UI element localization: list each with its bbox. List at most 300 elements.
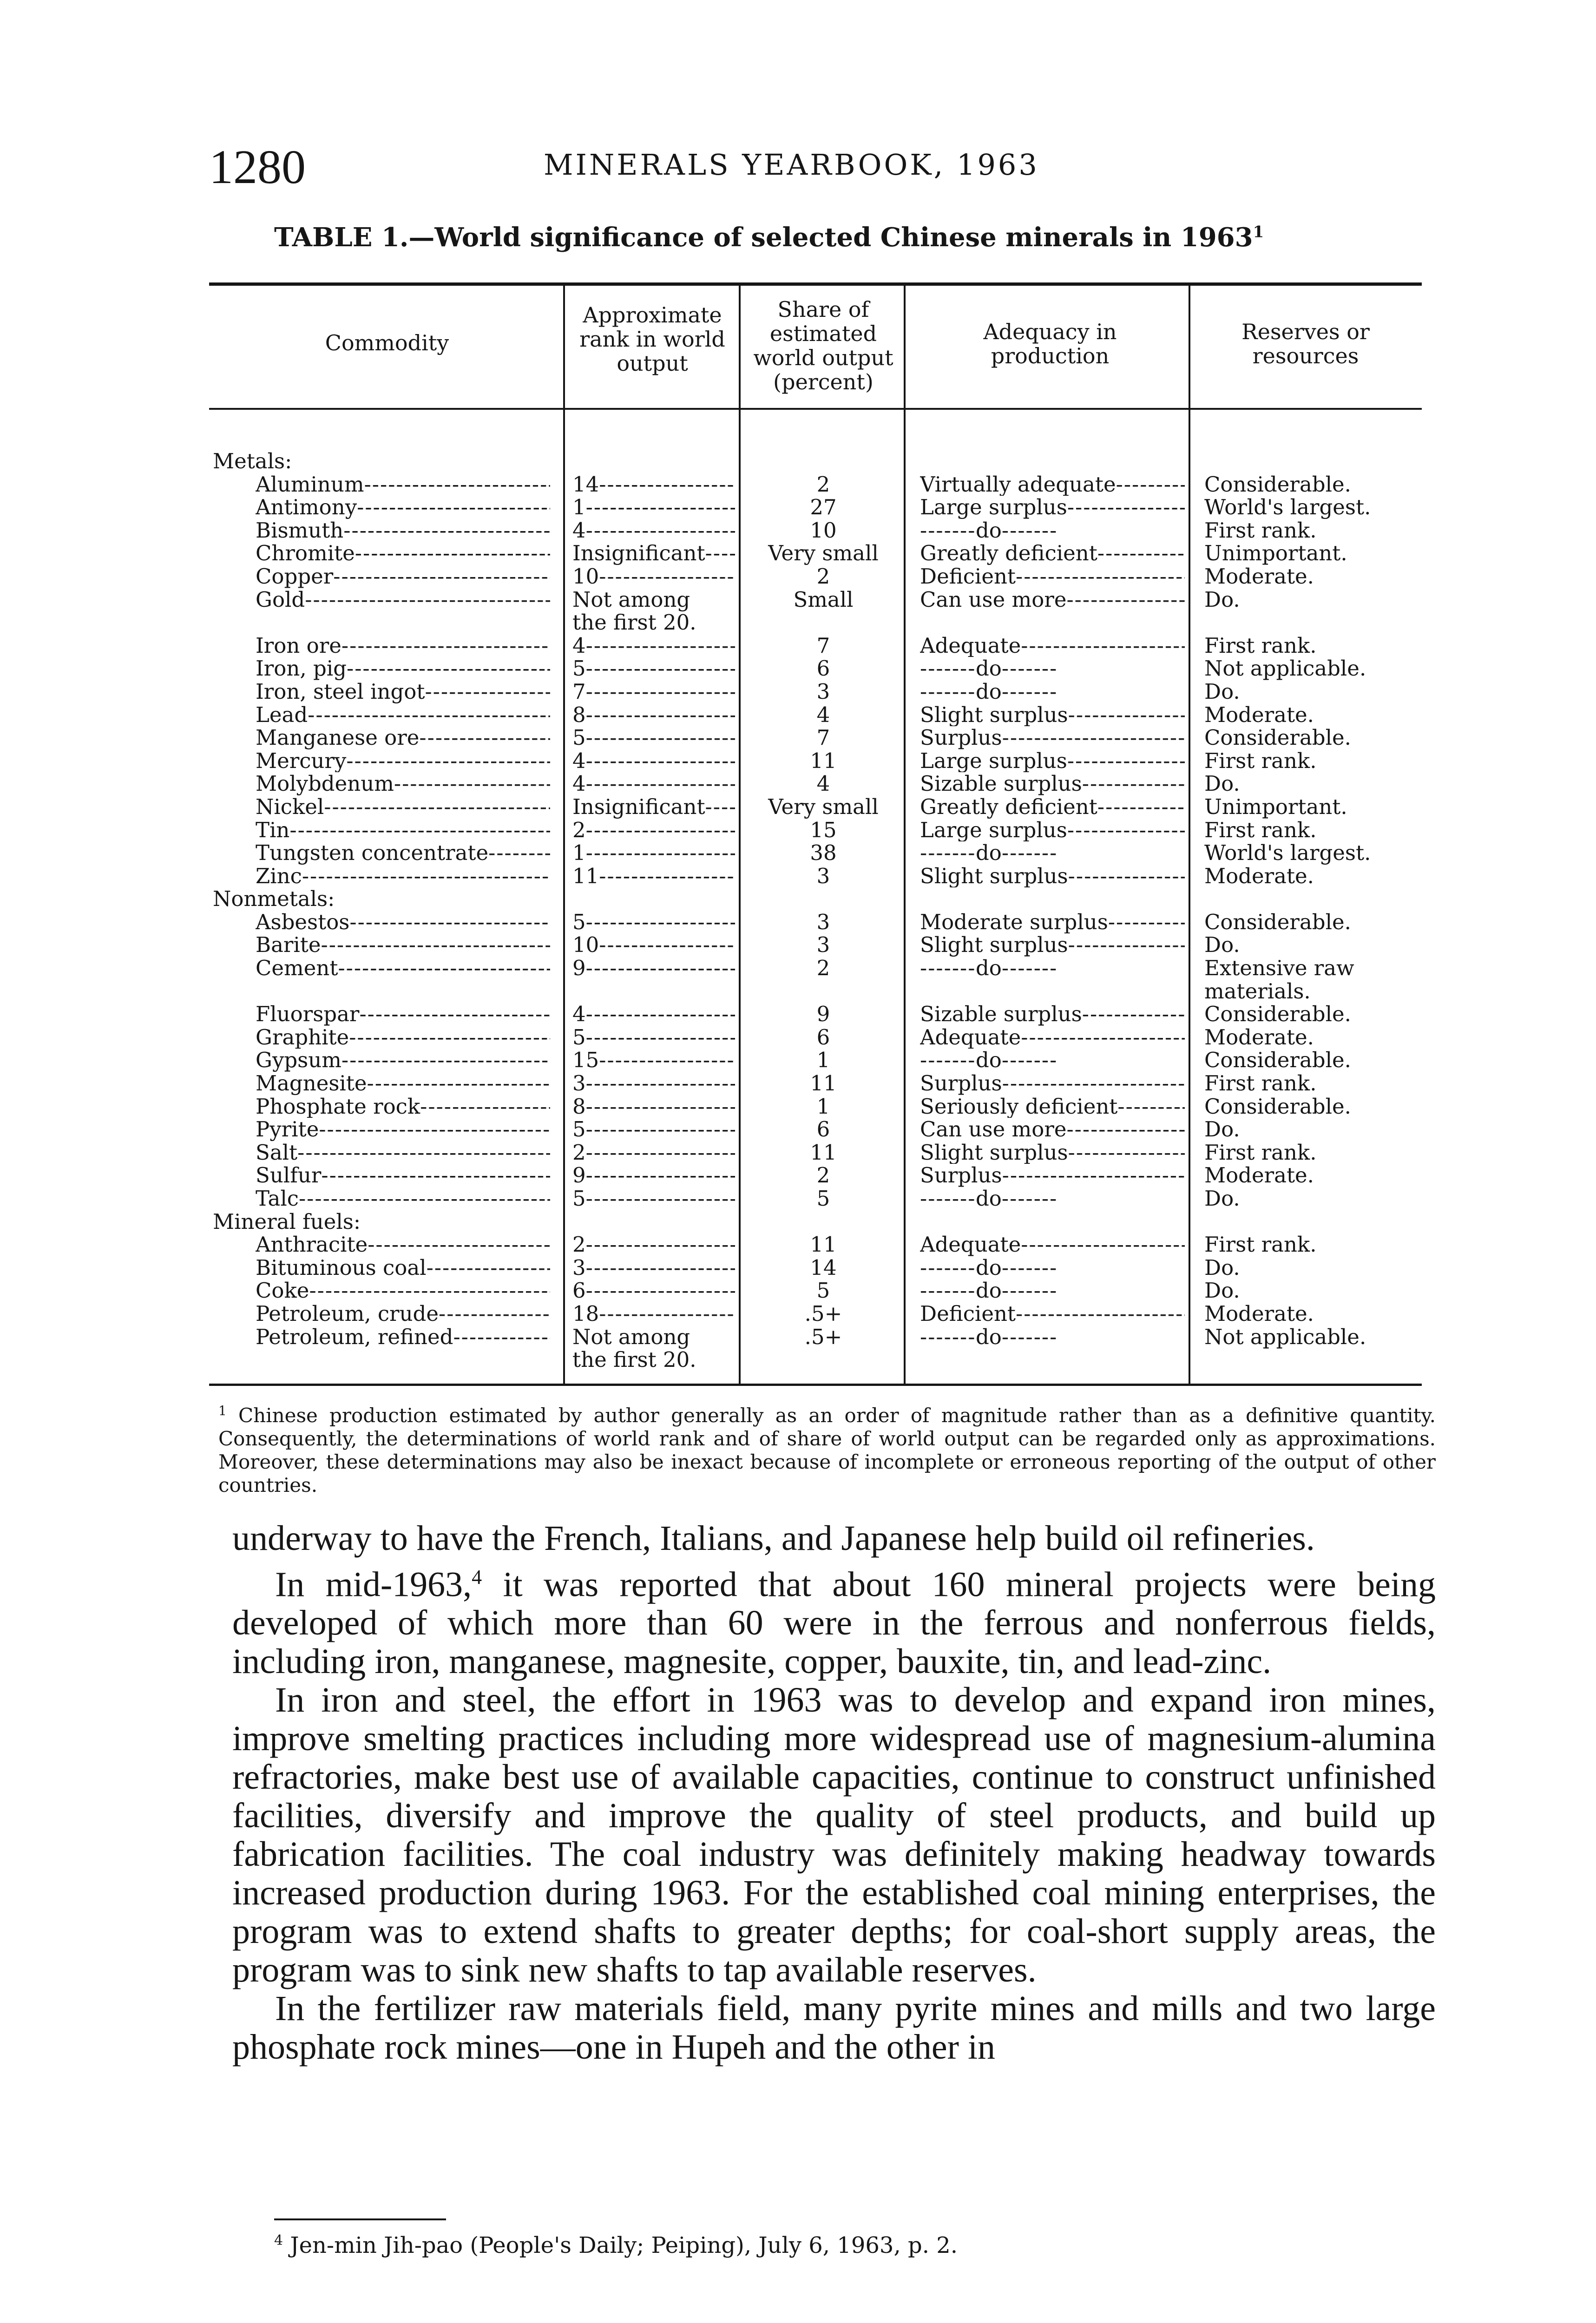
dot-leader — [324, 795, 550, 819]
rank-cell-text: 4 — [572, 634, 586, 657]
table-row — [0, 749, 1596, 773]
adequacy-cell-text: do — [976, 1256, 1002, 1280]
col-header-adequacy: Adequacy in production — [983, 319, 1117, 368]
commodity-cell — [256, 473, 550, 496]
commodity-cell — [256, 795, 550, 819]
rank-cell — [572, 473, 735, 496]
adequacy-cell-text: Sizable surplus — [920, 772, 1082, 795]
adequacy-cell-text: Adequate — [920, 1233, 1021, 1256]
footnote-rule — [274, 2218, 446, 2220]
dot-leader — [321, 933, 550, 957]
rank-cell — [572, 841, 735, 865]
reserves-cell: Considerable. — [1204, 1094, 1351, 1119]
table-title-text: TABLE 1.—World significance of selected Chinese minerals in 1963 — [274, 222, 1253, 253]
share-cell: 7 — [816, 725, 830, 750]
commodity-cell — [256, 657, 550, 680]
commodity-cell — [256, 933, 550, 957]
adequacy-cell-text: Surplus — [920, 1072, 1002, 1095]
adequacy-cell-text: do — [976, 1279, 1002, 1302]
commodity-cell — [256, 1326, 550, 1349]
rank-cell-text: 11 — [572, 864, 599, 888]
reserves-cell: Considerable. — [1204, 1002, 1351, 1027]
dot-leader — [1021, 1233, 1185, 1256]
adequacy-cell-text: Deficient — [920, 564, 1016, 588]
adequacy-cell — [920, 1164, 1185, 1187]
rank-cell-text: 2 — [572, 818, 586, 842]
dot-leader — [1016, 565, 1185, 588]
commodity-cell — [256, 634, 550, 657]
commodity-cell-text: Barite — [256, 933, 321, 957]
commodity-cell — [256, 588, 550, 611]
rank-cell — [572, 772, 735, 795]
table-row — [0, 1049, 1596, 1072]
commodity-cell-text: Fluorspar — [256, 1003, 360, 1026]
rank-cell-text: 10 — [572, 564, 599, 588]
adequacy-cell — [920, 473, 1185, 496]
adequacy-cell — [920, 1326, 1185, 1349]
footnote-4-marker: 4 — [274, 2232, 283, 2249]
rank-cell — [572, 565, 735, 588]
table-row — [0, 703, 1596, 727]
commodity-cell — [256, 1256, 550, 1280]
dot-leader — [586, 1233, 735, 1256]
dot-leader — [297, 1141, 550, 1164]
adequacy-cell — [920, 542, 1185, 565]
rank-cell — [572, 1049, 735, 1072]
share-cell: 3 — [816, 863, 830, 888]
commodity-cell — [256, 1118, 550, 1141]
table-row — [0, 565, 1596, 588]
table-row — [0, 1279, 1596, 1302]
dot-leader — [599, 1302, 735, 1326]
dot-leader — [920, 1256, 976, 1280]
share-cell: 1 — [816, 1048, 830, 1073]
dot-leader — [1097, 795, 1185, 819]
adequacy-cell — [920, 1256, 1185, 1280]
page-header — [0, 139, 1596, 200]
reserves-cell: Moderate. — [1204, 1163, 1314, 1188]
commodity-cell — [256, 542, 550, 565]
table-group-row — [0, 450, 1596, 473]
rank-cell — [572, 957, 735, 980]
reserves-cell: First rank. — [1204, 817, 1317, 842]
dot-leader — [1108, 911, 1185, 934]
commodity-cell-text: Iron ore — [256, 634, 342, 657]
table-title-note: 1 — [1253, 223, 1264, 242]
reserves-cell: Do. — [1204, 1186, 1240, 1211]
table-top-rule — [209, 282, 1422, 286]
dot-leader — [599, 473, 735, 496]
rank-cell — [572, 819, 735, 842]
commodity-cell-text: Anthracite — [256, 1233, 368, 1256]
dot-leader — [309, 1279, 550, 1302]
rank-cell-text: 15 — [572, 1049, 599, 1072]
dot-leader — [1002, 680, 1057, 703]
reserves-cell: Moderate. — [1204, 1024, 1314, 1050]
commodity-cell-text: Zinc — [256, 864, 302, 888]
share-cell: 3 — [816, 932, 830, 958]
table-row — [0, 611, 1596, 634]
dot-leader — [1021, 1026, 1185, 1049]
dot-leader — [586, 772, 735, 795]
footnote-marker: 1 — [218, 1403, 227, 1418]
rank-cell-text: 7 — [572, 680, 586, 703]
adequacy-cell — [920, 1187, 1185, 1210]
paragraph-2-start: In mid-1963, — [275, 1565, 472, 1604]
rank-cell-text: 1 — [572, 496, 586, 519]
adequacy-cell-text: do — [976, 657, 1002, 680]
reserves-cell: Do. — [1204, 932, 1240, 958]
reserves-cell: Do. — [1204, 771, 1240, 796]
adequacy-cell — [920, 819, 1185, 842]
adequacy-cell — [920, 565, 1185, 588]
rank-cell-text: 2 — [572, 1141, 586, 1164]
adequacy-cell — [920, 726, 1185, 749]
dot-leader — [333, 565, 550, 588]
commodity-cell-text: Lead — [256, 703, 308, 727]
adequacy-cell-text: Large surplus — [920, 749, 1067, 773]
rank-cell-text: 4 — [572, 1003, 586, 1026]
table-footnote — [218, 1399, 1436, 1497]
dot-leader — [599, 565, 735, 588]
table-row — [0, 542, 1596, 565]
dot-leader — [1068, 703, 1185, 727]
adequacy-cell-text: Seriously deficient — [920, 1095, 1118, 1118]
reserves-cell: First rank. — [1204, 1071, 1317, 1096]
page-footnote — [274, 2232, 958, 2258]
commodity-cell — [256, 1279, 550, 1302]
dot-leader — [1066, 1118, 1185, 1141]
dot-leader — [302, 865, 550, 888]
dot-leader — [1002, 519, 1057, 542]
dot-leader — [1082, 772, 1185, 795]
adequacy-cell — [920, 1095, 1185, 1118]
adequacy-cell — [920, 496, 1185, 519]
dot-leader — [599, 933, 735, 957]
dot-leader — [586, 1072, 735, 1095]
dot-leader — [920, 841, 976, 865]
adequacy-cell-text: Slight surplus — [920, 1141, 1068, 1164]
rank-cell — [572, 726, 735, 749]
dot-leader — [586, 1256, 735, 1280]
share-cell: 6 — [816, 1117, 830, 1142]
dot-leader — [357, 496, 550, 519]
commodity-cell — [256, 1072, 550, 1095]
adequacy-cell-text: do — [976, 680, 1002, 703]
commodity-cell-text: Graphite — [256, 1025, 349, 1049]
rank-cell — [572, 933, 735, 957]
commodity-cell — [256, 726, 550, 749]
adequacy-cell-text: Sizable surplus — [920, 1003, 1082, 1026]
dot-leader — [321, 1164, 550, 1187]
reserves-cell: Considerable. — [1204, 725, 1351, 750]
adequacy-cell — [920, 588, 1185, 611]
dot-leader — [586, 911, 735, 934]
dot-leader — [586, 1095, 735, 1118]
rank-cell-text: 8 — [572, 1095, 586, 1118]
table-title — [274, 222, 1264, 253]
dot-leader — [349, 1026, 550, 1049]
reserves-cell: materials. — [1204, 978, 1311, 1004]
commodity-cell-text: Tungsten concentrate — [256, 841, 489, 865]
share-cell: 1 — [816, 1094, 830, 1119]
adequacy-cell-text: Surplus — [920, 726, 1002, 749]
dot-leader — [586, 1026, 735, 1049]
share-cell: Very small — [768, 794, 879, 819]
dot-leader — [420, 1095, 550, 1118]
share-cell: 11 — [810, 1232, 837, 1257]
dot-leader — [346, 749, 550, 773]
rank-cell-text: 5 — [572, 657, 586, 680]
commodity-cell — [256, 519, 550, 542]
table-row — [0, 657, 1596, 680]
table-group-row — [0, 1210, 1596, 1234]
col-header-reserves: Reserves or resources — [1241, 319, 1370, 368]
share-cell: .5+ — [804, 1301, 842, 1326]
dot-leader — [1116, 473, 1185, 496]
share-cell: 11 — [810, 748, 837, 773]
reserves-cell: Considerable. — [1204, 472, 1351, 497]
dot-leader — [1002, 1326, 1057, 1349]
reserves-cell: First rank. — [1204, 748, 1317, 773]
adequacy-cell — [920, 1026, 1185, 1049]
rank-cell-text: 5 — [572, 1187, 586, 1210]
commodity-cell-text: Bituminous coal — [256, 1256, 427, 1280]
share-cell: 38 — [810, 840, 837, 866]
commodity-cell — [256, 496, 550, 519]
table-row — [0, 957, 1596, 980]
adequacy-cell-text: Deficient — [920, 1302, 1016, 1326]
rank-cell — [572, 1026, 735, 1049]
dot-leader — [349, 911, 550, 934]
commodity-cell-text: Mercury — [256, 749, 347, 773]
share-cell: 5 — [816, 1278, 830, 1303]
commodity-cell-text: Iron, steel ingot — [256, 680, 425, 703]
table-row — [0, 1095, 1596, 1118]
dot-leader — [453, 1326, 550, 1349]
dot-leader — [920, 657, 976, 680]
page-number: 1280 — [209, 140, 306, 194]
commodity-cell — [256, 1233, 550, 1256]
dot-leader — [394, 772, 550, 795]
dot-leader — [586, 519, 735, 542]
share-cell: 11 — [810, 1071, 837, 1096]
table-row — [0, 1256, 1596, 1280]
dot-leader — [1002, 1049, 1057, 1072]
rank-cell — [572, 680, 735, 703]
adequacy-cell — [920, 1141, 1185, 1164]
commodity-cell — [256, 865, 550, 888]
col-header-commodity: Commodity — [325, 330, 449, 355]
dot-leader — [1082, 1003, 1185, 1026]
rank-cell — [572, 749, 735, 773]
dot-leader — [586, 726, 735, 749]
reserves-cell: World's largest. — [1204, 495, 1371, 520]
commodity-cell-text: Iron, pig — [256, 657, 347, 680]
table-row — [0, 1003, 1596, 1026]
rank-cell: Not among — [572, 587, 690, 612]
table-row — [0, 1026, 1596, 1049]
rank-cell — [572, 1279, 735, 1302]
share-cell: 2 — [816, 564, 830, 589]
dot-leader — [1067, 496, 1185, 519]
rank-cell — [572, 634, 735, 657]
table-row — [0, 865, 1596, 888]
dot-leader — [586, 1164, 735, 1187]
share-cell: 2 — [816, 1163, 830, 1188]
commodity-cell-text: Antimony — [256, 496, 357, 519]
dot-leader — [1002, 841, 1057, 865]
adequacy-cell-text: do — [976, 1187, 1002, 1210]
rank-cell — [572, 1118, 735, 1141]
rank-cell-text: 9 — [572, 1164, 586, 1187]
dot-leader — [586, 819, 735, 842]
adequacy-cell-text: Can use more — [920, 588, 1067, 611]
table-row — [0, 841, 1596, 865]
adequacy-cell — [920, 749, 1185, 773]
table-row — [0, 1302, 1596, 1326]
table-row — [0, 496, 1596, 519]
commodity-cell — [256, 680, 550, 703]
dot-leader — [586, 1003, 735, 1026]
commodity-cell-text: Sulfur — [256, 1164, 322, 1187]
rank-cell-text: 18 — [572, 1302, 599, 1326]
reserves-cell: Not applicable. — [1204, 1324, 1366, 1349]
rank-cell-text: 2 — [572, 1233, 586, 1256]
reserves-cell: Moderate. — [1204, 564, 1314, 589]
commodity-cell — [256, 819, 550, 842]
adequacy-cell — [920, 703, 1185, 727]
commodity-cell-text: Magnesite — [256, 1072, 367, 1095]
commodity-cell-text: Nickel — [256, 795, 324, 819]
commodity-cell — [256, 772, 550, 795]
commodity-cell-text: Asbestos — [256, 910, 350, 934]
dot-leader — [368, 1233, 550, 1256]
table-body — [0, 450, 1596, 1371]
dot-leader — [1002, 1164, 1185, 1187]
dot-leader — [308, 703, 550, 727]
rank-cell-text: 4 — [572, 772, 586, 795]
rank-cell — [572, 1072, 735, 1095]
adequacy-cell — [920, 1003, 1185, 1026]
reserves-cell: Moderate. — [1204, 1301, 1314, 1326]
dot-leader — [1067, 749, 1185, 773]
rank-cell-text: 10 — [572, 933, 599, 957]
rank-cell — [572, 519, 735, 542]
dot-leader — [1068, 933, 1185, 957]
dot-leader — [425, 680, 550, 703]
commodity-cell-text: Talc — [256, 1187, 299, 1210]
rank-cell-text: 5 — [572, 1025, 586, 1049]
commodity-cell-text: Bismuth — [256, 518, 344, 542]
commodity-cell-text: Gold — [256, 588, 305, 611]
dot-leader — [289, 819, 550, 842]
rank-cell-text: 5 — [572, 1118, 586, 1141]
paragraph-1: underway to have the French, Italians, and Japanese help build oil refineries. — [232, 1519, 1315, 1558]
table-row — [0, 772, 1596, 795]
dot-leader — [920, 1049, 976, 1072]
dot-leader — [305, 588, 550, 611]
table-row — [0, 1164, 1596, 1187]
adequacy-cell-text: Greatly deficient — [920, 795, 1097, 819]
commodity-cell — [256, 841, 550, 865]
dot-leader — [1067, 819, 1185, 842]
share-cell: 5 — [816, 1186, 830, 1211]
dot-leader — [586, 957, 735, 980]
rank-cell — [572, 1003, 735, 1026]
rank-cell-text: 6 — [572, 1279, 586, 1302]
group-label: Metals: — [213, 449, 292, 473]
adequacy-cell-text: Virtually adequate — [920, 472, 1116, 496]
rank-cell-text: 3 — [572, 1072, 586, 1095]
adequacy-cell — [920, 772, 1185, 795]
dot-leader — [1097, 542, 1185, 565]
commodity-cell-text: Chromite — [256, 542, 355, 565]
table-row — [0, 980, 1596, 1003]
commodity-cell-text: Manganese ore — [256, 726, 420, 749]
adequacy-cell-text: Slight surplus — [920, 703, 1068, 727]
dot-leader — [705, 795, 735, 819]
share-cell: 3 — [816, 909, 830, 934]
commodity-cell-text: Salt — [256, 1141, 298, 1164]
dot-leader — [343, 519, 550, 542]
dot-leader — [586, 1141, 735, 1164]
rank-cell — [572, 657, 735, 680]
table-row — [0, 911, 1596, 934]
rank-cell-text: 4 — [572, 518, 586, 542]
adequacy-cell — [920, 841, 1185, 865]
adequacy-cell — [920, 1302, 1185, 1326]
reserves-cell: Do. — [1204, 679, 1240, 704]
adequacy-cell — [920, 1072, 1185, 1095]
dot-leader — [1002, 726, 1185, 749]
rank-cell-text: 1 — [572, 841, 586, 865]
dot-leader — [1117, 1095, 1185, 1118]
commodity-cell — [256, 749, 550, 773]
dot-leader — [920, 519, 976, 542]
dot-leader — [586, 680, 735, 703]
dot-leader — [586, 1279, 735, 1302]
rank-cell — [572, 1141, 735, 1164]
adequacy-cell-text: do — [976, 957, 1002, 980]
paragraph-4: In the fertilizer raw materials field, many pyrite mines and mills and two large phosphate rock mines—one in Hupeh and the other in — [232, 1989, 1436, 2067]
table-row — [0, 1118, 1596, 1141]
table-row — [0, 680, 1596, 703]
paragraph-2-rest: it was reported that about 160 mineral projects were being developed of which more than 60 were in the ferrous and nonferrous fields, including iron, manganese, magnesite, copper, bauxite, tin, and lead-zinc. — [232, 1565, 1436, 1681]
adequacy-cell — [920, 1118, 1185, 1141]
adequacy-cell-text: Slight surplus — [920, 864, 1068, 888]
dot-leader — [1068, 865, 1185, 888]
share-cell: 11 — [810, 1140, 837, 1165]
adequacy-cell-text: Large surplus — [920, 496, 1067, 519]
adequacy-cell — [920, 1279, 1185, 1302]
adequacy-cell-text: Moderate surplus — [920, 910, 1108, 934]
adequacy-cell — [920, 1233, 1185, 1256]
reserves-cell: Moderate. — [1204, 863, 1314, 888]
rank-cell-text: 9 — [572, 957, 586, 980]
dot-leader — [1002, 957, 1057, 980]
dot-leader — [1016, 1302, 1185, 1326]
adequacy-cell-text: do — [976, 841, 1002, 865]
rank-cell-text: 14 — [572, 472, 599, 496]
dot-leader — [338, 957, 550, 980]
commodity-cell-text: Molybdenum — [256, 772, 394, 795]
rank-cell-text: 8 — [572, 703, 586, 727]
reserves-cell: Do. — [1204, 1117, 1240, 1142]
commodity-cell — [256, 1049, 550, 1072]
rank-cell — [572, 1256, 735, 1280]
footnote-ref-4: 4 — [472, 1566, 482, 1588]
